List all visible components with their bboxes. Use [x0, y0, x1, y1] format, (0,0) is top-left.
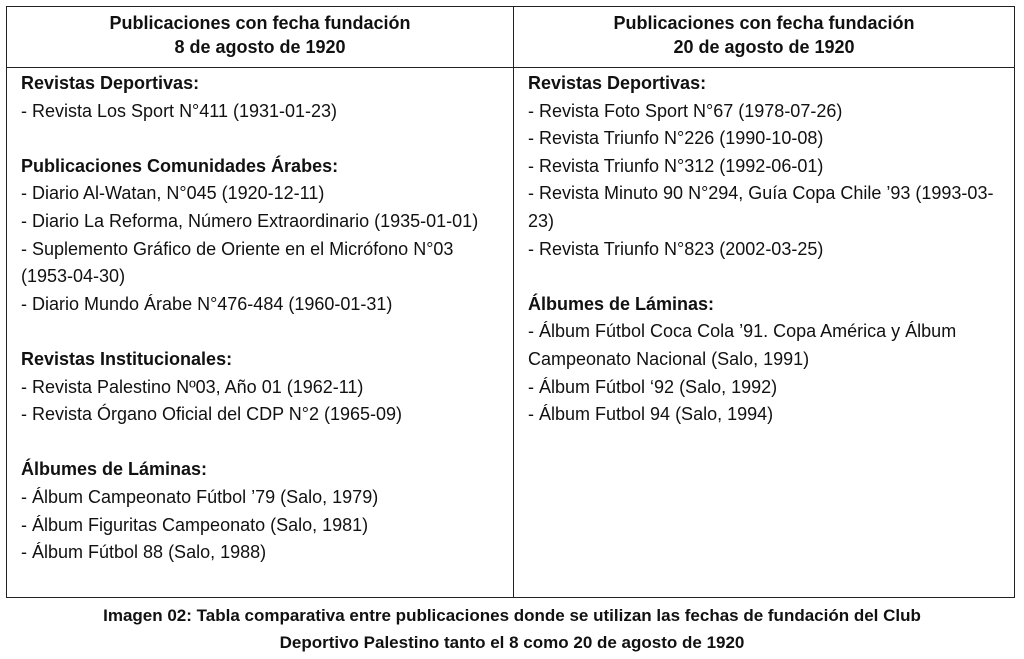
- column-8-agosto: [7, 68, 514, 598]
- section-albumes-laminas: [21, 456, 499, 566]
- section-title: Publicaciones Comunidades Árabes:: [21, 155, 339, 176]
- column-20-agosto: [514, 68, 1015, 598]
- caption-line: Imagen 02: Tabla comparativa entre publicaciones donde se utilizan las fechas de fundación del Club: [103, 606, 921, 625]
- header-line: Publicaciones con fecha fundación: [109, 13, 411, 33]
- list-item: - Revista Los Sport N°411 (1931-01-23): [21, 100, 338, 121]
- caption-line: Deportivo Palestino tanto el 8 como 20 de agosto de 1920: [279, 633, 745, 652]
- list-item: - Revista Foto Sport N°67 (1978-07-26): [528, 100, 843, 121]
- content-row: [7, 68, 1015, 598]
- list-item: - Revista Triunfo N°226 (1990-10-08): [528, 128, 824, 149]
- list-item: - Revista Palestino Nº03, Año 01 (1962-11): [21, 376, 364, 397]
- header-row: [7, 7, 1015, 68]
- column-header-8-agosto: [7, 7, 514, 68]
- header-date: 8 de agosto de 1920: [174, 37, 346, 57]
- section-title: Revistas Institucionales:: [21, 348, 233, 369]
- list-item: - Revista Órgano Oficial del CDP N°2 (1965-09): [21, 404, 403, 425]
- list-item: - Álbum Figuritas Campeonato (Salo, 1981): [21, 514, 369, 535]
- list-item: - Revista Triunfo N°312 (1992-06-01): [528, 155, 824, 176]
- list-item: - Álbum Fútbol ‘92 (Salo, 1992): [528, 376, 778, 397]
- section-revistas-deportivas: [21, 70, 499, 125]
- figure-caption: [0, 602, 1024, 656]
- section-revistas-institucionales: [21, 346, 499, 429]
- list-item: - Álbum Campeonato Fútbol ’79 (Salo, 1979): [21, 486, 379, 507]
- list-item: - Diario Mundo Árabe N°476-484 (1960-01-31): [21, 293, 393, 314]
- column-header-20-agosto: [514, 7, 1015, 68]
- list-item: - Álbum Fútbol Coca Cola ’91. Copa América y Álbum Campeonato Nacional (Salo, 1991): [528, 321, 957, 369]
- section-title: Revistas Deportivas:: [21, 73, 200, 93]
- comparison-table: [6, 6, 1015, 598]
- section-title: Álbumes de Láminas:: [528, 293, 715, 314]
- list-item: - Álbum Fútbol 88 (Salo, 1988): [21, 542, 267, 563]
- list-item: - Diario La Reforma, Número Extraordinario (1935-01-01): [21, 210, 479, 231]
- list-item: - Suplemento Gráfico de Oriente en el Micrófono N°03 (1953-04-30): [21, 238, 454, 287]
- header-line: Publicaciones con fecha fundación: [613, 13, 915, 33]
- list-item: - Diario Al-Watan, N°045 (1920-12-11): [21, 183, 325, 204]
- section-albumes-laminas: [528, 291, 1000, 429]
- header-date: 20 de agosto de 1920: [673, 37, 855, 57]
- list-item: - Revista Minuto 90 N°294, Guía Copa Chile ’93 (1993-03-23): [528, 183, 994, 231]
- section-title: Álbumes de Láminas:: [21, 459, 208, 480]
- section-revistas-deportivas: [528, 70, 1000, 263]
- list-item: - Revista Triunfo N°823 (2002-03-25): [528, 238, 824, 259]
- section-comunidades-arabes: [21, 153, 499, 319]
- list-item: - Álbum Futbol 94 (Salo, 1994): [528, 404, 774, 425]
- section-title: Revistas Deportivas:: [528, 73, 707, 93]
